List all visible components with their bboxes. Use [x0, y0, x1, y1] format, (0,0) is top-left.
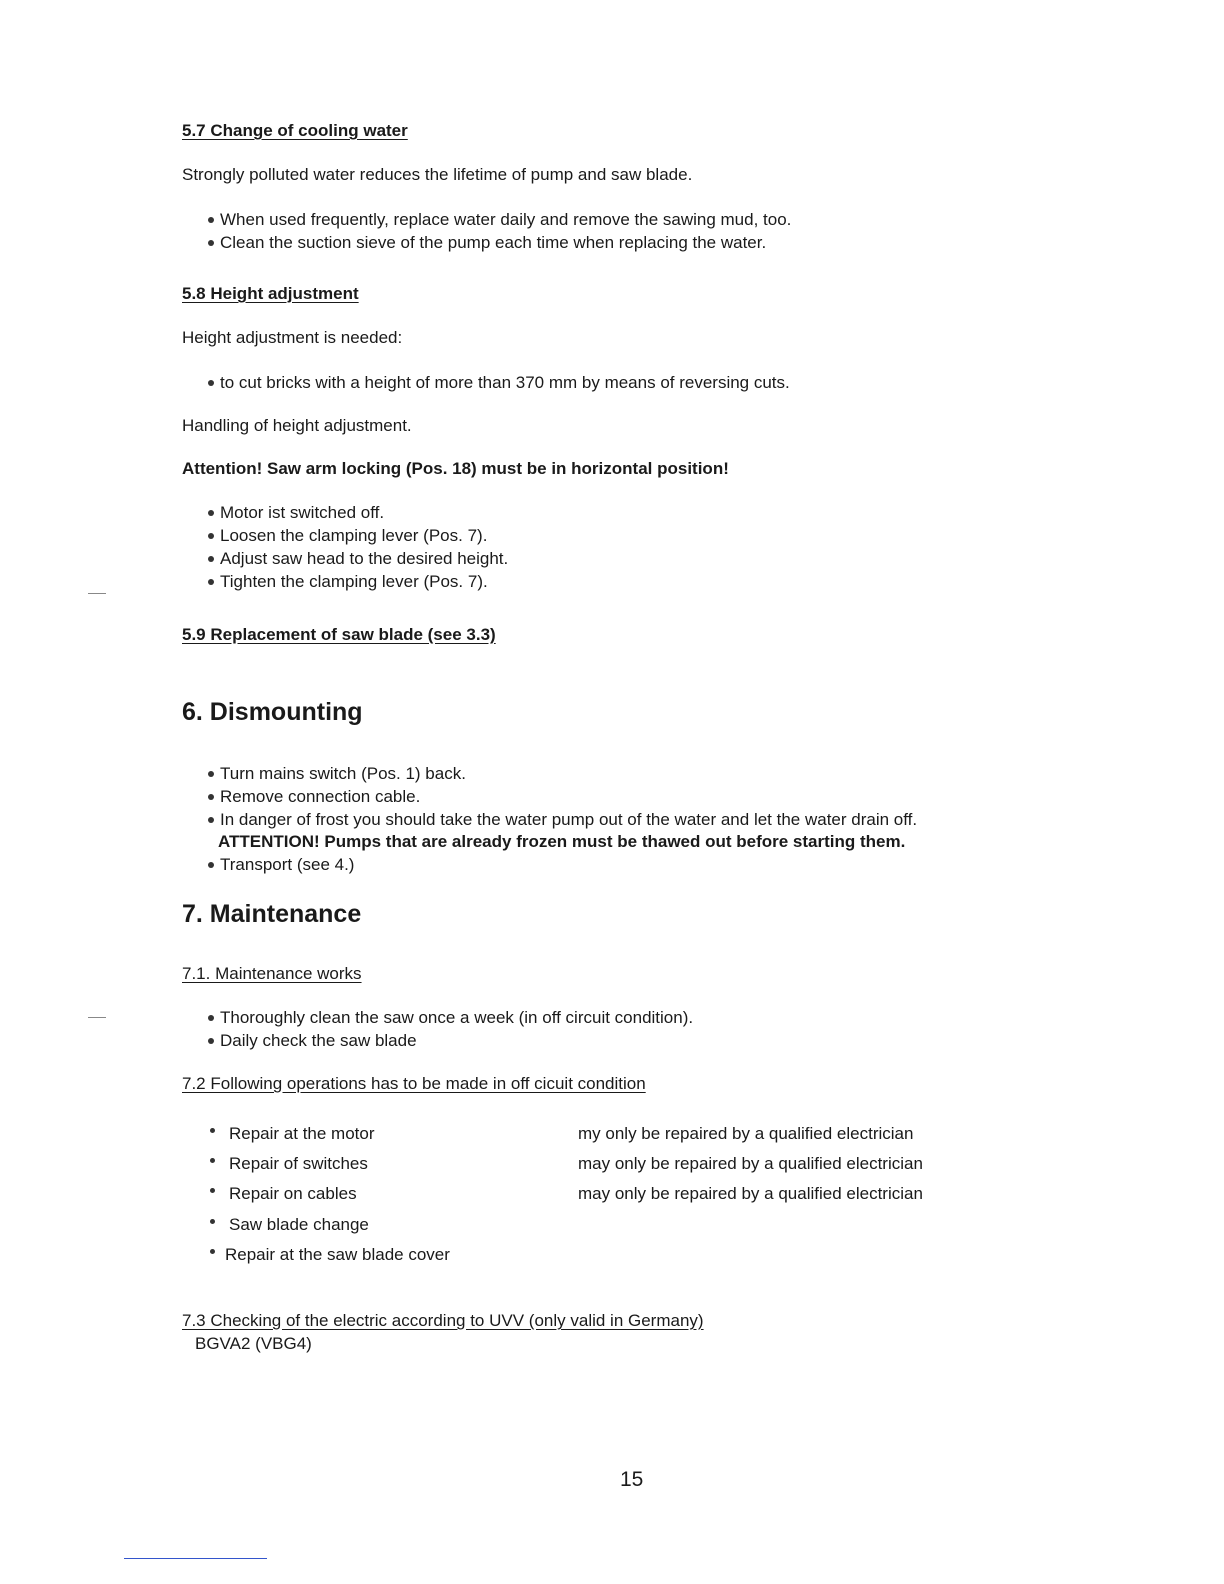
- bullet-icon: [208, 794, 214, 800]
- bullet-icon: [208, 579, 214, 585]
- bullet-icon: [208, 217, 214, 223]
- bullet-icon: [208, 533, 214, 539]
- section-5-7-heading: 5.7 Change of cooling water: [182, 121, 408, 140]
- list-item: Transport (see 4.): [208, 855, 354, 875]
- list-item: Thoroughly clean the saw once a week (in off circuit condition).: [208, 1008, 693, 1028]
- scan-mark: [88, 593, 106, 594]
- list-item: Loosen the clamping lever (Pos. 7).: [208, 526, 487, 546]
- table-row-note: may only be repaired by a qualified electrician: [578, 1154, 923, 1173]
- section-5-9-heading: 5.9 Replacement of saw blade (see 3.3): [182, 625, 496, 644]
- bullet-icon: [208, 556, 214, 562]
- list-item: Tighten the clamping lever (Pos. 7).: [208, 572, 488, 592]
- scan-mark: [88, 1017, 106, 1018]
- table-row-item: Repair on cables: [210, 1184, 357, 1204]
- list-item: Clean the suction sieve of the pump each time when replacing the water.: [208, 233, 766, 253]
- list-item: to cut bricks with a height of more than 370 mm by means of reversing cuts.: [208, 373, 790, 393]
- list-item: In danger of frost you should take the water pump out of the water and let the water drain off.: [208, 810, 917, 830]
- list-item: Turn mains switch (Pos. 1) back.: [208, 764, 466, 784]
- list-item: When used frequently, replace water daily and remove the sawing mud, too.: [208, 210, 791, 230]
- bullet-icon: [210, 1158, 215, 1163]
- table-row-note: may only be repaired by a qualified electrician: [578, 1184, 923, 1203]
- section-6-attention: ATTENTION! Pumps that are already frozen must be thawed out before starting them.: [218, 832, 906, 851]
- section-7-2-heading: 7.2 Following operations has to be made in off cicuit condition: [182, 1074, 646, 1093]
- section-7-3-heading: 7.3 Checking of the electric according to UVV (only valid in Germany): [182, 1311, 704, 1330]
- table-row-item: Repair of switches: [210, 1154, 368, 1174]
- section-7-3-line2: BGVA2 (VBG4): [195, 1334, 312, 1353]
- footer-rule: [124, 1558, 267, 1559]
- page-number: 15: [620, 1468, 644, 1491]
- section-5-8-attention: Attention! Saw arm locking (Pos. 18) must be in horizontal position!: [182, 459, 729, 478]
- bullet-icon: [208, 1015, 214, 1021]
- bullet-icon: [210, 1128, 215, 1133]
- list-item: Adjust saw head to the desired height.: [208, 549, 508, 569]
- section-5-8-heading: 5.8 Height adjustment: [182, 284, 359, 303]
- section-6-heading: 6. Dismounting: [182, 698, 363, 726]
- section-5-7-intro: Strongly polluted water reduces the lifetime of pump and saw blade.: [182, 165, 693, 184]
- bullet-icon: [208, 380, 214, 386]
- bullet-icon: [208, 240, 214, 246]
- bullet-icon: [208, 771, 214, 777]
- bullet-icon: [208, 862, 214, 868]
- section-5-8-handling: Handling of height adjustment.: [182, 416, 412, 435]
- list-item: Motor ist switched off.: [208, 503, 384, 523]
- bullet-icon: [210, 1249, 215, 1254]
- bullet-icon: [210, 1188, 215, 1193]
- list-item: Remove connection cable.: [208, 787, 420, 807]
- section-7-heading: 7. Maintenance: [182, 900, 362, 928]
- table-row-note: my only be repaired by a qualified electrician: [578, 1124, 914, 1143]
- table-row-item: Repair at the motor: [210, 1124, 375, 1144]
- table-row-item: Saw blade change: [210, 1215, 369, 1235]
- bullet-icon: [210, 1219, 215, 1224]
- section-5-8-intro: Height adjustment is needed:: [182, 328, 403, 347]
- list-item: Daily check the saw blade: [208, 1031, 417, 1051]
- bullet-icon: [208, 1038, 214, 1044]
- section-7-1-heading: 7.1. Maintenance works: [182, 964, 362, 983]
- bullet-icon: [208, 510, 214, 516]
- bullet-icon: [208, 817, 214, 823]
- table-row-item: Repair at the saw blade cover: [210, 1245, 450, 1265]
